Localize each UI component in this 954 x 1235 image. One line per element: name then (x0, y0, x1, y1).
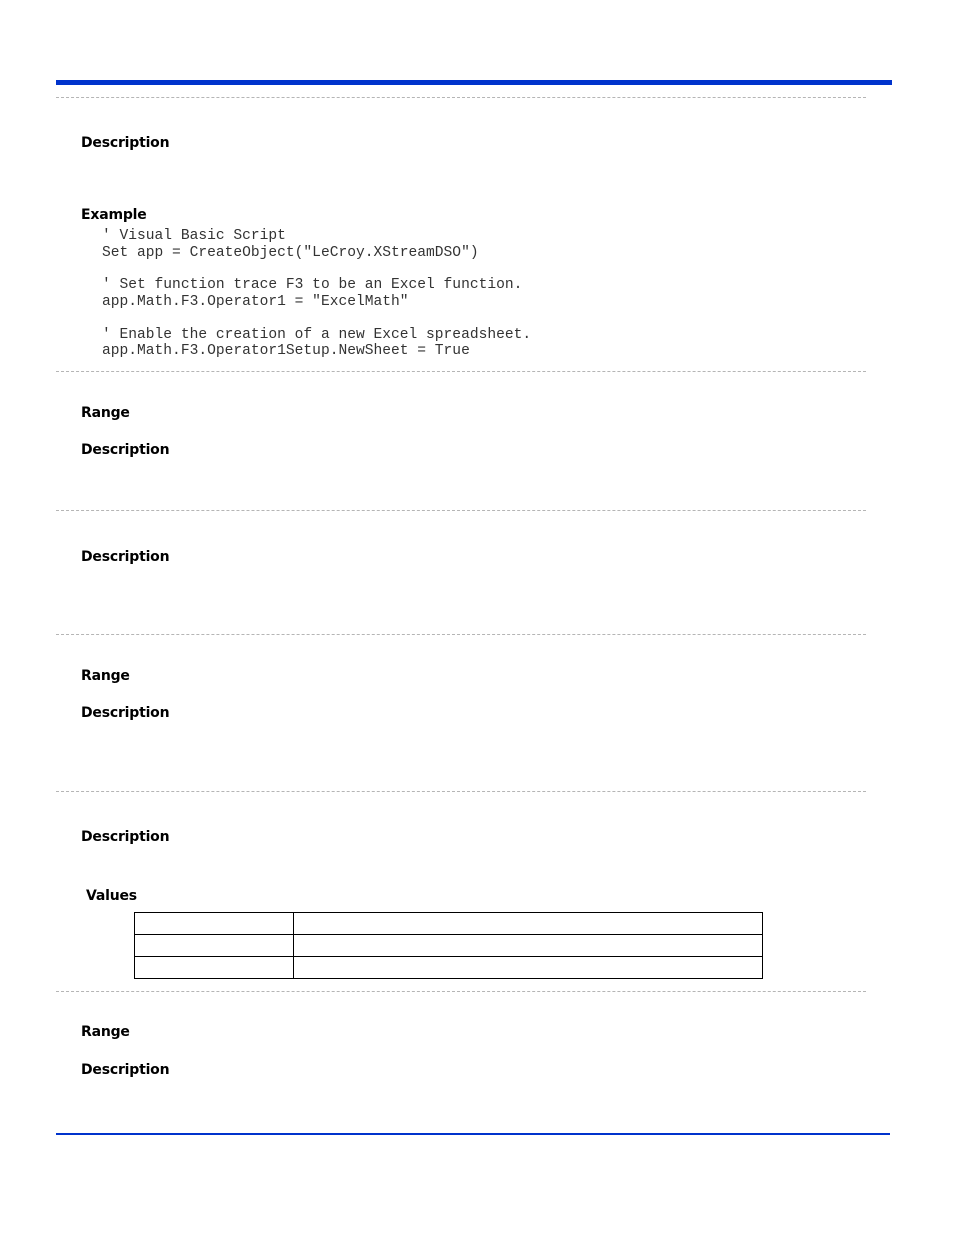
section-separator (56, 634, 866, 635)
table-cell (135, 935, 294, 957)
code-line-operator: app.Math.F3.Operator1 = "ExcelMath" (102, 294, 409, 310)
table-row (135, 957, 763, 979)
table-row (135, 935, 763, 957)
section-separator (56, 791, 866, 792)
table-cell (135, 957, 294, 979)
table-row (135, 913, 763, 935)
section-separator (56, 97, 866, 98)
header-rule (56, 80, 892, 85)
table-cell (294, 935, 763, 957)
section-separator (56, 371, 866, 372)
range-heading: Range (81, 405, 130, 421)
description-heading: Description (81, 442, 170, 458)
range-heading: Range (81, 1024, 130, 1040)
section-separator (56, 991, 866, 992)
table-cell (294, 957, 763, 979)
range-heading: Range (81, 668, 130, 684)
table-cell (135, 913, 294, 935)
values-heading: Values (86, 888, 137, 904)
table-cell (294, 913, 763, 935)
description-heading: Description (81, 829, 170, 845)
section-separator (56, 510, 866, 511)
description-heading: Description (81, 1062, 170, 1078)
description-heading: Description (81, 549, 170, 565)
description-heading: Description (81, 705, 170, 721)
description-heading: Description (81, 135, 170, 151)
code-line-comment-script: ' Visual Basic Script (102, 228, 286, 244)
values-table (134, 912, 763, 979)
code-line-create-object: Set app = CreateObject("LeCroy.XStreamDSO") (102, 245, 479, 261)
footer-rule (56, 1133, 890, 1135)
code-line-newsheet: app.Math.F3.Operator1Setup.NewSheet = True (102, 343, 470, 359)
code-line-comment-sheet: ' Enable the creation of a new Excel spreadsheet. (102, 327, 532, 343)
code-line-comment-function: ' Set function trace F3 to be an Excel function. (102, 277, 523, 293)
example-heading: Example (81, 207, 147, 223)
